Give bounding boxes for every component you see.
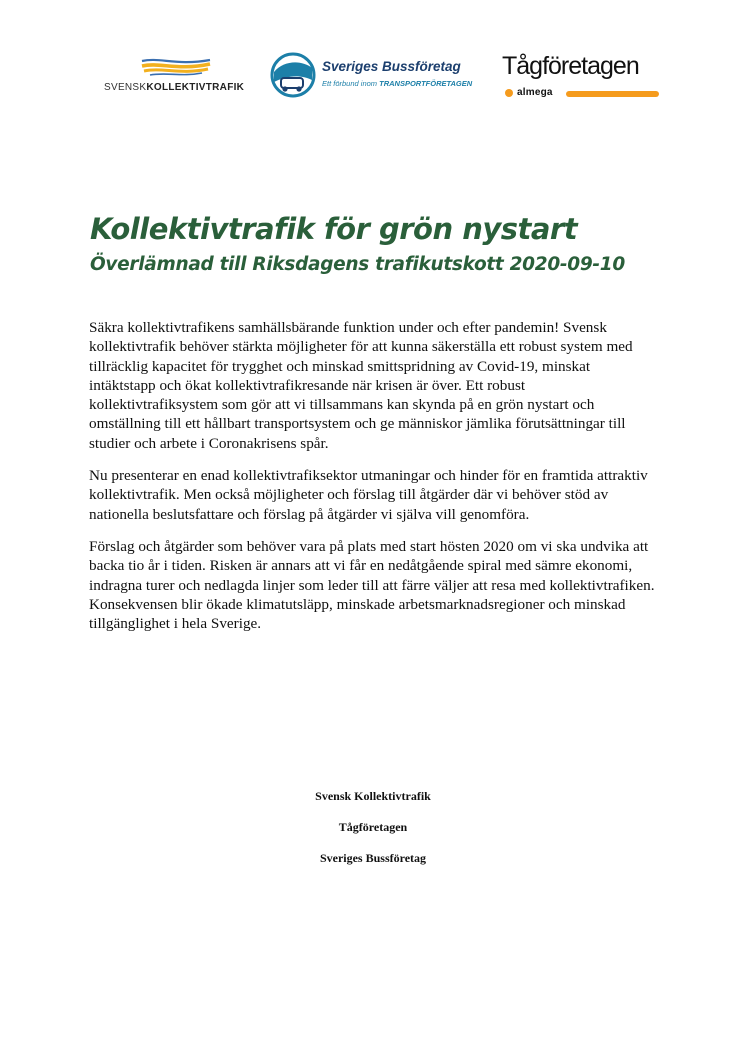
almega-bar: [566, 91, 659, 97]
signatories: [0, 787, 746, 880]
almega-dot-icon: [505, 89, 513, 97]
document-title: Kollektivtrafik för grön nystart: [90, 212, 578, 246]
tagforetagen-wordmark: Tågföretagen: [502, 52, 639, 80]
sveriges-bussforetag-logo: [270, 52, 480, 100]
signatory: Svensk Kollektivtrafik: [315, 789, 431, 803]
sveriges-bussforetag-tagline: Ett förbund inom TRANSPORTFÖRETAGEN: [322, 79, 473, 88]
document-subtitle: Överlämnad till Riksdagens trafikutskott 2020-09-10: [90, 254, 625, 275]
body-paragraph: Nu presenterar en enad kollektivtrafiksektor utmaningar och hinder för en framtida attraktiv kollektivtrafik. Men också möjligheter och förslag till åtgärder där vi behöver stöd av nationella beslutsfattare och förslag på åtgärder vi själva vill genomföra.: [89, 467, 648, 523]
signatory: Tågföretagen: [338, 820, 408, 834]
body-paragraph: Förslag och åtgärder som behöver vara på plats med start hösten 2020 om vi ska undvika att backa tio år i tiden. Risken är annars att vi får en nedåtgående spiral med sämre ekonomi, indragna turer och nedlagda linjer som leder till att färre väljer att resa med kollektivtrafiken. Konsekvensen blir ökade klimatutsläpp, minskade arbetsmarknadsregioner och minskad tillgänglighet i hela Sverige.: [89, 537, 655, 633]
body-paragraph: Säkra kollektivtrafikens samhällsbärande funktion under och efter pandemin! Svensk kollektivtrafik behöver stärkta möjligheter för att kunna säkerställa ett robust system med tillräcklig kapacitet för trygghet och minskad smittspridning av Covid-19, minskat intäktstapp och ökat kollektivtrafikresande när krisen är över. Ett robust kollektivtrafiksystem som gör att vi tillsammans kan skynda på en grön nystart och omställning till ett hållbart transportsystem och ge människor jämlika förutsättningar till studier och arbete i Coronakrisens spår.: [89, 319, 633, 452]
svensk-kollektivtrafik-wordmark: SVENSKKOLLEKTIVTRAFIK: [104, 82, 245, 93]
almega-wordmark: almega: [517, 87, 553, 98]
bus-circle-icon: [270, 52, 316, 98]
wave-swoosh-icon: [140, 56, 212, 78]
tagforetagen-logo: [502, 52, 662, 100]
svensk-kollektivtrafik-logo: [100, 56, 256, 96]
sveriges-bussforetag-wordmark: Sveriges Bussföretag: [322, 59, 461, 74]
signatory: Sveriges Bussföretag: [319, 851, 427, 865]
document-body: [89, 318, 655, 646]
